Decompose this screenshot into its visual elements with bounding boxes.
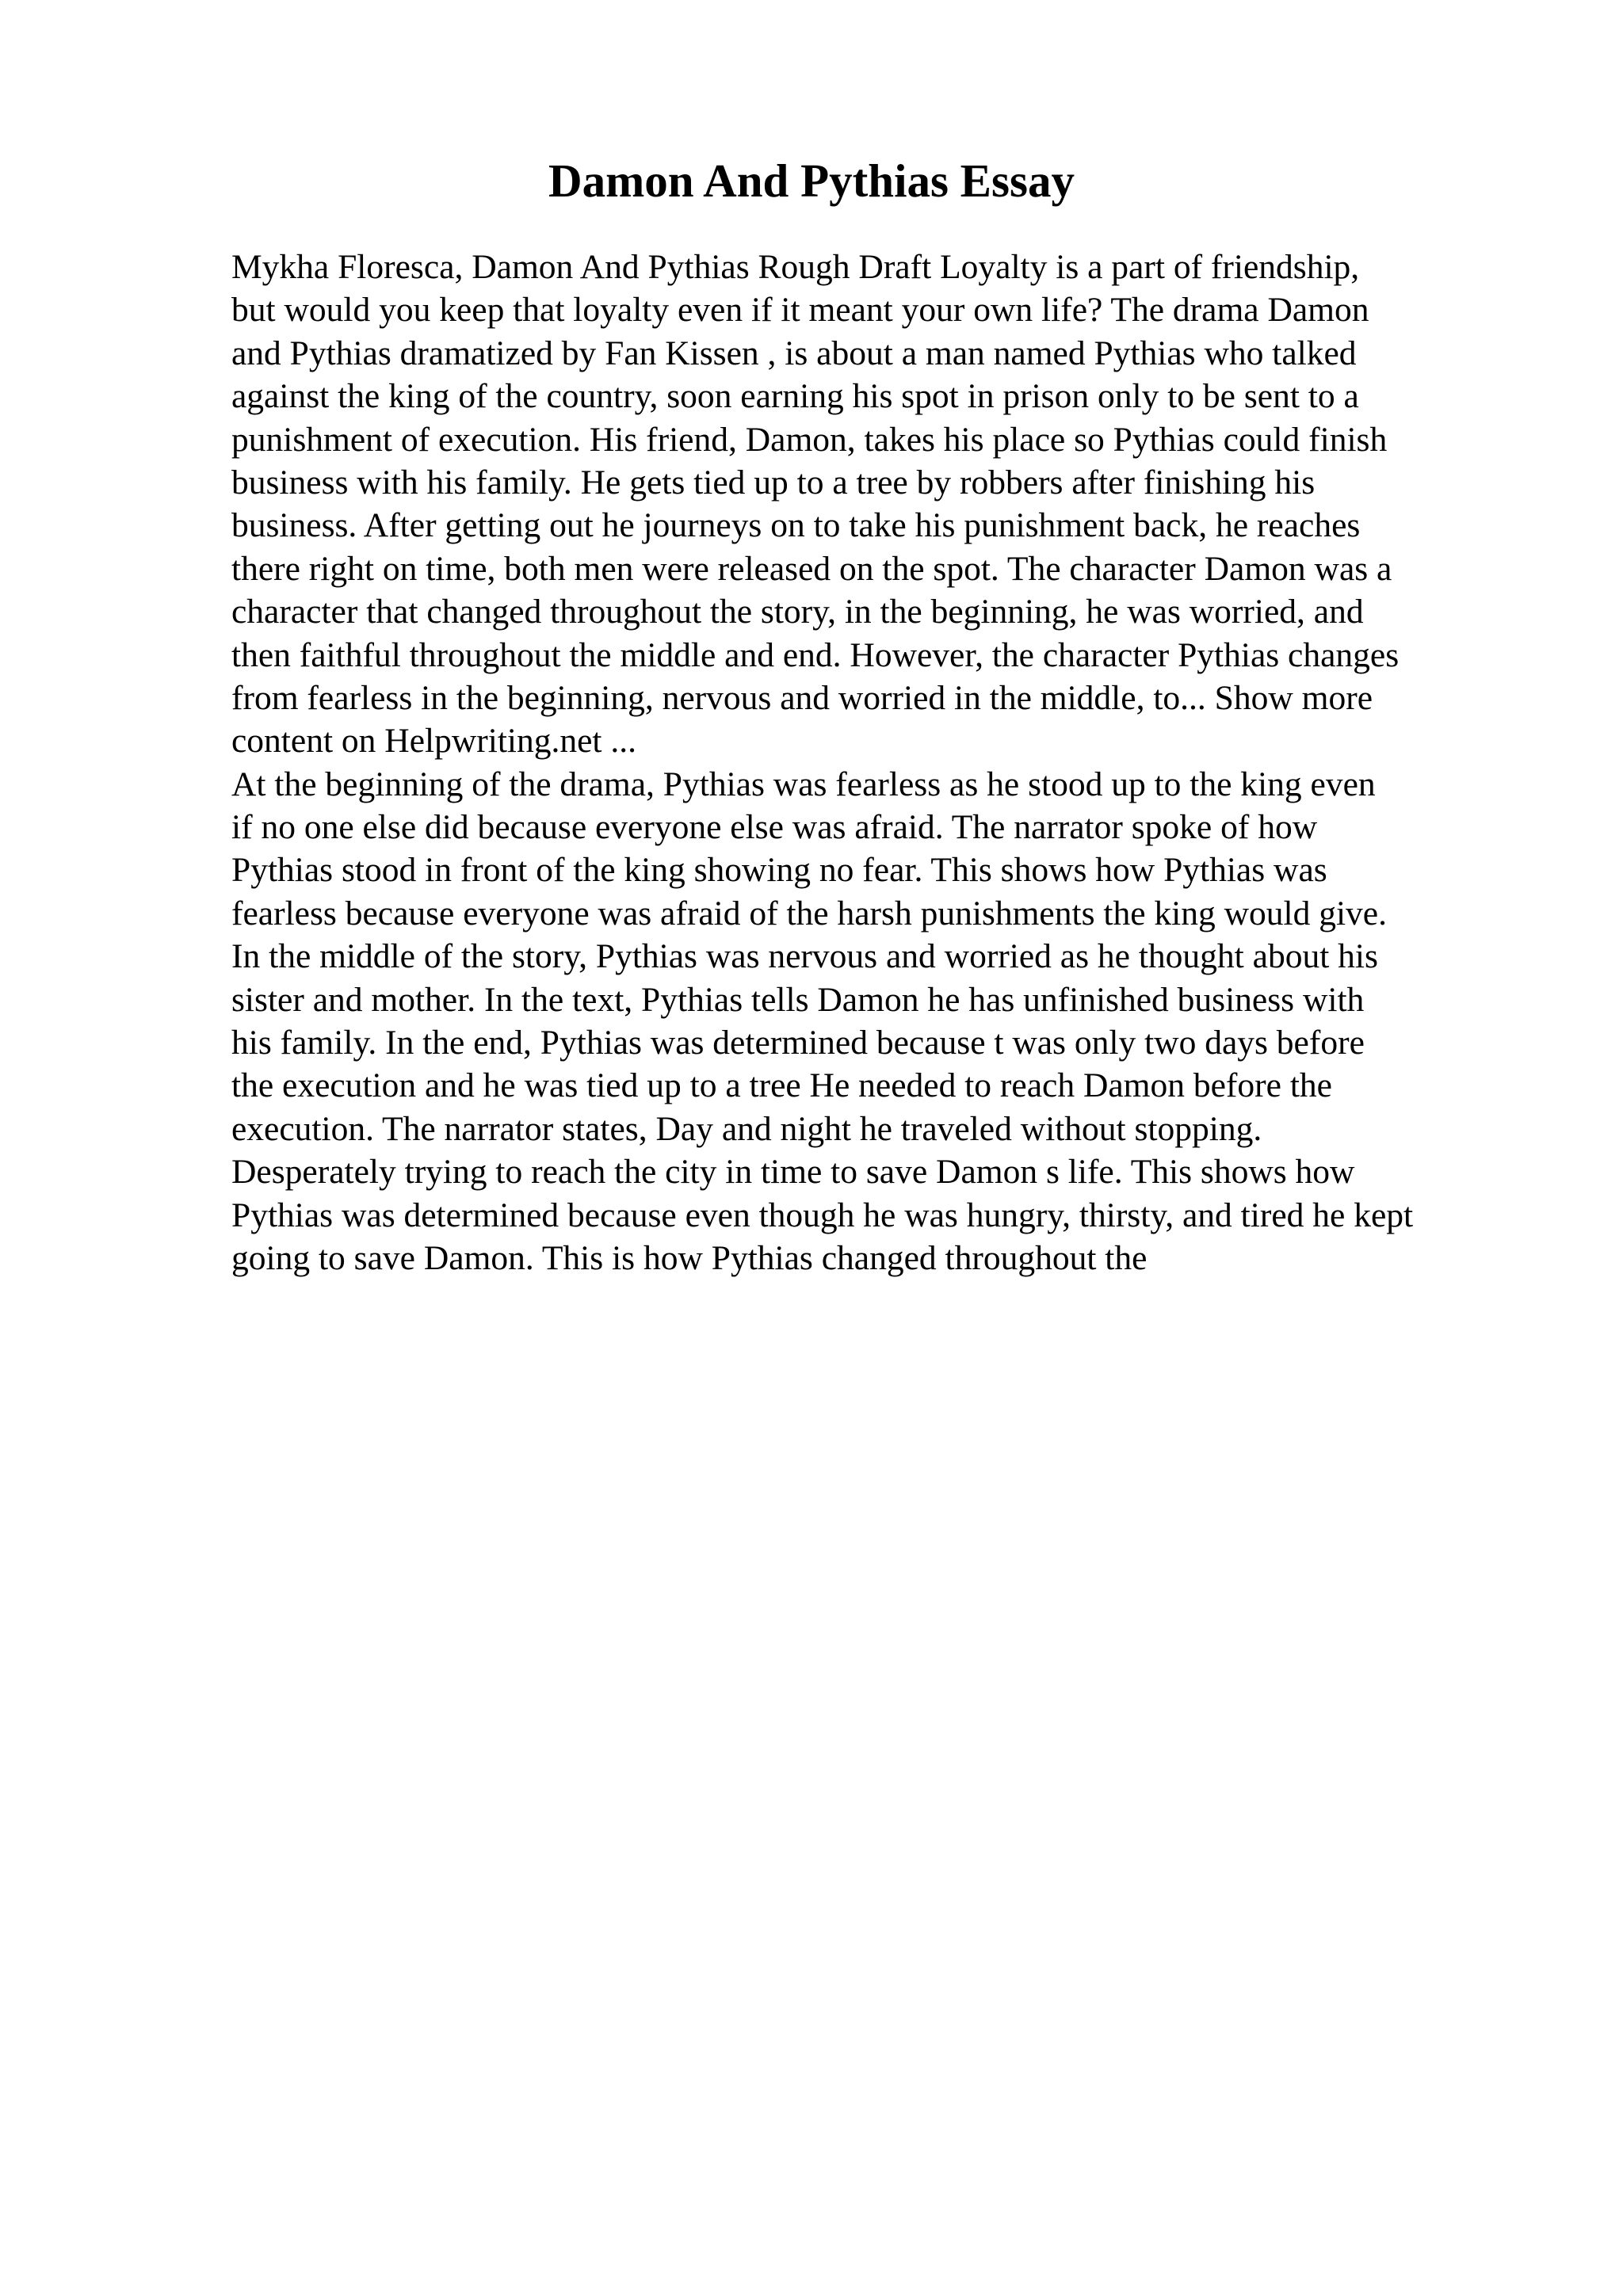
text-line: business. After getting out he journeys on to take his punishment back, he reaches bbox=[231, 506, 1361, 545]
text-line: content on Helpwriting.net ... bbox=[231, 722, 637, 761]
text-line: his family. In the end, Pythias was determined because t was only two days before bbox=[231, 1024, 1365, 1062]
text-line: Pythias was determined because even though he was hungry, thirsty, and tired he kept bbox=[231, 1196, 1414, 1234]
text-line: from fearless in the beginning, nervous and worried in the middle, to... Show more bbox=[231, 678, 1373, 717]
text-line: if no one else did because everyone else was afraid. The narrator spoke of how bbox=[231, 808, 1318, 847]
text-line: In the middle of the story, Pythias was nervous and worried as he thought about his bbox=[231, 937, 1378, 976]
text-line: then faithful throughout the middle and end. However, the character Pythias changes bbox=[231, 635, 1400, 674]
text-line: At the beginning of the drama, Pythias was fearless as he stood up to the king even bbox=[231, 765, 1376, 803]
text-line: and Pythias dramatized by Fan Kissen , is about a man named Pythias who talked bbox=[231, 334, 1357, 372]
text-line: the execution and he was tied up to a tree He needed to reach Damon before the bbox=[231, 1066, 1332, 1105]
text-line: execution. The narrator states, Day and night he traveled without stopping. bbox=[231, 1109, 1262, 1148]
text-line: punishment of execution. His friend, Damon, takes his place so Pythias could finish bbox=[231, 420, 1388, 459]
text-line: but would you keep that loyalty even if it meant your own life? The drama Damon bbox=[231, 291, 1369, 330]
text-line: there right on time, both men were released on the spot. The character Damon was a bbox=[231, 549, 1392, 588]
text-line: fearless because everyone was afraid of the harsh punishments the king would give. bbox=[231, 894, 1387, 933]
document-title: Damon And Pythias Essay bbox=[548, 154, 1075, 207]
text-line: sister and mother. In the text, Pythias tells Damon he has unfinished business with bbox=[231, 980, 1365, 1019]
text-line: against the king of the country, soon earning his spot in prison only to be sent to a bbox=[231, 377, 1359, 416]
text-line: Desperately trying to reach the city in time to save Damon s life. This shows how bbox=[231, 1153, 1355, 1192]
text-line: going to save Damon. This is how Pythias changed throughout the bbox=[231, 1238, 1148, 1277]
essay-body bbox=[231, 246, 1531, 1280]
text-line: business with his family. He gets tied up to a tree by robbers after finishing his bbox=[231, 463, 1316, 502]
text-line: Mykha Floresca, Damon And Pythias Rough Draft Loyalty is a part of friendship, bbox=[231, 248, 1360, 286]
text-line: Pythias stood in front of the king showing no fear. This shows how Pythias was bbox=[231, 851, 1327, 890]
text-line: character that changed throughout the story, in the beginning, he was worried, and bbox=[231, 593, 1364, 631]
